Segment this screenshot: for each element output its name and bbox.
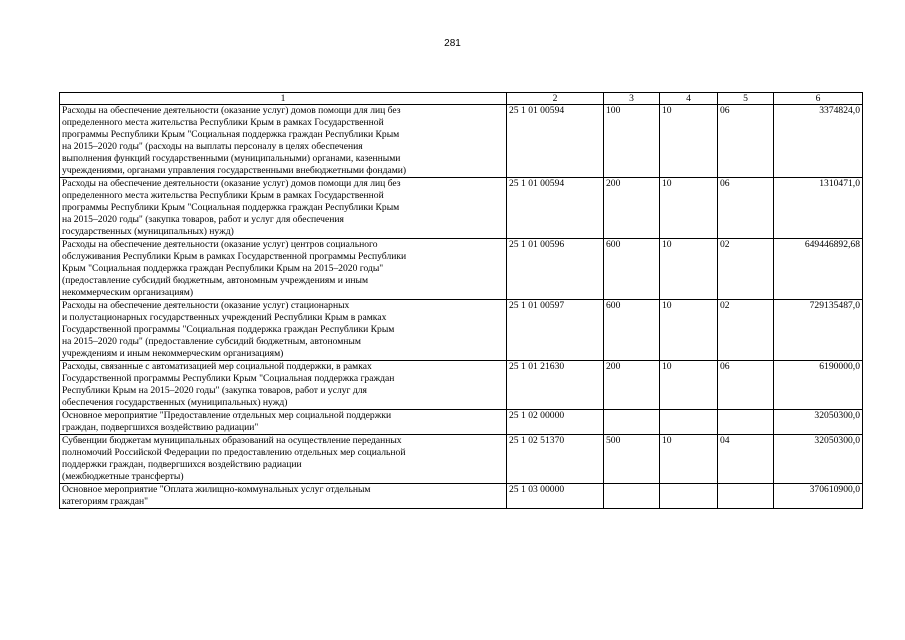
row-description: Расходы на обеспечение деятельности (оказание услуг) домов помощи для лиц без определенного места жительства Республики Крым в рамках Государственной программы Республики Крым "Социальная поддержка граждан Республики Крым на 2015–2020 годы" (расходы на выплаты персоналу в целях обеспечения выполнения функций государственными (муниципальными) органами, казенными учреждениями, органами управления государственными внебюджетными фондами) bbox=[60, 105, 507, 178]
target-article-code: 25 1 01 00594 bbox=[507, 105, 604, 178]
amount-value: 32050300,0 bbox=[774, 435, 863, 484]
target-article-code: 25 1 02 51370 bbox=[507, 435, 604, 484]
table-row bbox=[60, 239, 863, 300]
amount-value: 3374824,0 bbox=[774, 105, 863, 178]
expense-type-code bbox=[604, 410, 660, 435]
page-number: 281 bbox=[444, 38, 461, 49]
subsection-code: 06 bbox=[718, 178, 774, 239]
row-description: Основное мероприятие "Предоставление отдельных мер социальной поддержки граждан, подвергшихся воздействию радиации" bbox=[60, 410, 507, 435]
row-description: Субвенции бюджетам муниципальных образований на осуществление переданных полномочий Российской Федерации по предоставлению отдельных мер социальной поддержки граждан, подвергшихся воздействию радиации (межбюджетные трансферты) bbox=[60, 435, 507, 484]
amount-value: 1310471,0 bbox=[774, 178, 863, 239]
row-description: Расходы, связанные с автоматизацией мер социальной поддержки, в рамках Государственной программы Республики Крым "Социальная поддержка граждан Республики Крым на 2015–2020 годы" (закупка товаров, работ и услуг для обеспечения государственных (муниципальных) нужд) bbox=[60, 361, 507, 410]
table-row bbox=[60, 178, 863, 239]
expense-type-code: 600 bbox=[604, 300, 660, 361]
row-description: Расходы на обеспечение деятельности (оказание услуг) центров социального обслуживания Республики Крым в рамках Государственной программы Республики Крым "Социальная поддержка граждан Республики Крым на 2015–2020 годы" (предоставление субсидий бюджетным, автономным учреждениям и иным некоммерческим организациям) bbox=[60, 239, 507, 300]
subsection-code: 06 bbox=[718, 105, 774, 178]
budget-table bbox=[59, 92, 863, 509]
target-article-code: 25 1 01 21630 bbox=[507, 361, 604, 410]
amount-value: 649446892,68 bbox=[774, 239, 863, 300]
subsection-code: 06 bbox=[718, 361, 774, 410]
subsection-code: 04 bbox=[718, 435, 774, 484]
section-code: 10 bbox=[660, 300, 718, 361]
table-row bbox=[60, 435, 863, 484]
expense-type-code: 500 bbox=[604, 435, 660, 484]
table-row bbox=[60, 361, 863, 410]
target-article-code: 25 1 02 00000 bbox=[507, 410, 604, 435]
subsection-code: 02 bbox=[718, 300, 774, 361]
section-code bbox=[660, 410, 718, 435]
subsection-code: 02 bbox=[718, 239, 774, 300]
section-code: 10 bbox=[660, 239, 718, 300]
subsection-code bbox=[718, 410, 774, 435]
subsection-code bbox=[718, 484, 774, 509]
table-row bbox=[60, 105, 863, 178]
section-code: 10 bbox=[660, 361, 718, 410]
section-code: 10 bbox=[660, 105, 718, 178]
column-header: 5 bbox=[718, 93, 774, 105]
row-description: Основное мероприятие "Оплата жилищно-коммунальных услуг отдельным категориям граждан" bbox=[60, 484, 507, 509]
table-row bbox=[60, 410, 863, 435]
section-code bbox=[660, 484, 718, 509]
amount-value: 729135487,0 bbox=[774, 300, 863, 361]
column-header: 6 bbox=[774, 93, 863, 105]
amount-value: 370610900,0 bbox=[774, 484, 863, 509]
expense-type-code: 600 bbox=[604, 239, 660, 300]
amount-value: 32050300,0 bbox=[774, 410, 863, 435]
target-article-code: 25 1 01 00596 bbox=[507, 239, 604, 300]
column-header: 1 bbox=[60, 93, 507, 105]
column-header: 3 bbox=[604, 93, 660, 105]
column-header: 4 bbox=[660, 93, 718, 105]
target-article-code: 25 1 01 00597 bbox=[507, 300, 604, 361]
row-description: Расходы на обеспечение деятельности (оказание услуг) стационарных и полустационарных государственных учреждений Республики Крым в рамках Государственной программы "Социальная поддержка граждан Республики Крым на 2015–2020 годы" (предоставление субсидий бюджетным, автономным учреждениям и иным некоммерческим организациям) bbox=[60, 300, 507, 361]
column-header: 2 bbox=[507, 93, 604, 105]
table-row bbox=[60, 300, 863, 361]
target-article-code: 25 1 03 00000 bbox=[507, 484, 604, 509]
section-code: 10 bbox=[660, 178, 718, 239]
target-article-code: 25 1 01 00594 bbox=[507, 178, 604, 239]
expense-type-code: 100 bbox=[604, 105, 660, 178]
row-description: Расходы на обеспечение деятельности (оказание услуг) домов помощи для лиц без определенного места жительства Республики Крым в рамках Государственной программы Республики Крым "Социальная поддержка граждан Республики Крым на 2015–2020 годы" (закупка товаров, работ и услуг для обеспечения государственных (муниципальных) нужд) bbox=[60, 178, 507, 239]
table-header-row bbox=[60, 93, 863, 105]
table-row bbox=[60, 484, 863, 509]
expense-type-code: 200 bbox=[604, 361, 660, 410]
expense-type-code: 200 bbox=[604, 178, 660, 239]
amount-value: 6190000,0 bbox=[774, 361, 863, 410]
expense-type-code bbox=[604, 484, 660, 509]
section-code: 10 bbox=[660, 435, 718, 484]
